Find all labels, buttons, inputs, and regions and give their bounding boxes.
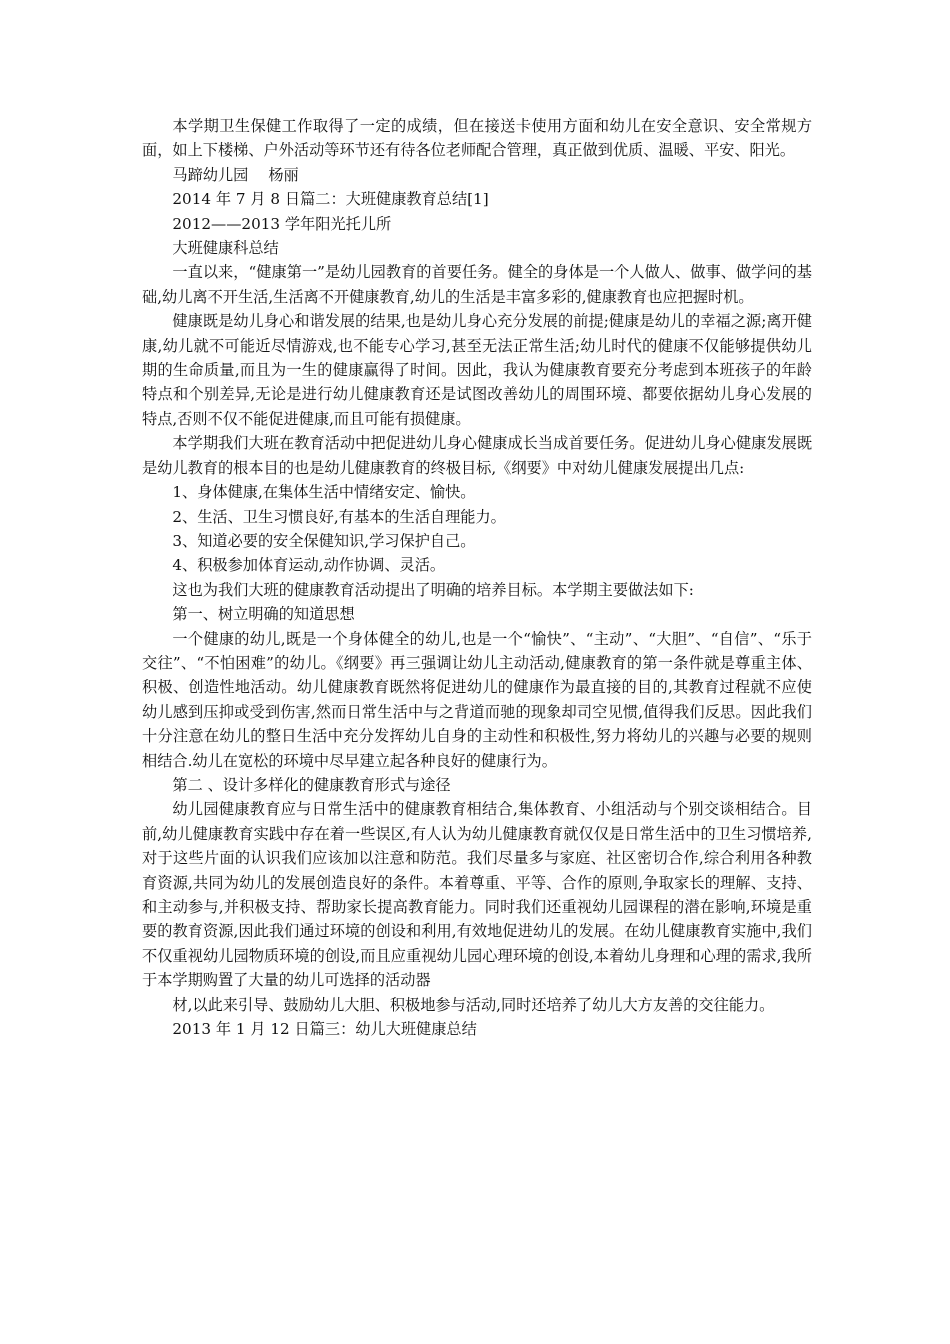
paragraph-semester-task: 本学期我们大班在教育活动中把促进幼儿身心健康成长当成首要任务。促进幼儿身心健康发展既是幼儿教育的根本目的也是幼儿健康教育的终极目标,《纲要》中对幼儿健康发展提出几点: [142,434,812,477]
document-body [142,114,812,1041]
summary-title: 大班健康科总结 [172,239,279,258]
list-item-2: 2、生活、卫生习惯良好,有基本的生活自理能力。 [172,507,506,526]
paragraph-health-development: 健康既是幼儿身心和谐发展的结果,也是幼儿身心充分发展的前提;健康是幼儿的幸福之源;离开健康,幼儿就不可能近尽情游戏,也不能专心学习,甚至无法正常生活;幼儿时代的健康不仅能够提供幼儿期的生命质量,而且为一生的健康赢得了时间。因此，我认为健康教育要充分考虑到本班孩子的年龄特点和个别差异,无论是进行幼儿健康教育还是试图改善幼儿的周围环境、都要依据幼儿身心发展的特点,否则不仅不能促进健康,而且可能有损健康。 [142,312,812,428]
author-signature: 马蹄幼儿园 杨丽 [172,165,299,184]
paragraph-activity-materials: 材,以此来引导、鼓励幼儿大胆、积极地参与活动,同时还培养了幼儿大方友善的交往能力。 [172,995,775,1014]
school-year-heading: 2012——2013 学年阳光托儿所 [172,214,392,233]
paragraph-health-first: 一直以来，“健康第一”是幼儿园教育的首要任务。健全的身体是一个人做人、做事、做学问的基础,幼儿离不开生活,生活离不开健康教育,幼儿的生活是丰富多彩的,健康教育也应把握时机。 [142,263,812,306]
list-item-1: 1、身体健康,在集体生活中情绪安定、愉快。 [172,483,476,502]
section-date-heading: 2014 年 7 月 8 日篇二：大班健康教育总结[1] [172,190,489,209]
paragraph-healthy-child: 一个健康的幼儿,既是一个身体健全的幼儿,也是一个“愉快”、“主动”、“大胆”、“自信”、“乐于交往”、“不怕困难”的幼儿。《纲要》再三强调让幼儿主动活动,健康教育的第一条件就是尊重主体、积极、创造性地活动。幼儿健康教育既然将促进幼儿的健康作为最直接的目的,其教育过程就不应使幼儿感到压抑或受到伤害,然而日常生活中与之背道而驰的现象却司空见惯,值得我们反思。因此我们十分注意在幼儿的整日生活中充分发挥幼儿自身的主动性和积极性,努力将幼儿的兴趣与必要的规则相结合.幼儿在宽松的环境中尽早建立起各种良好的健康行为。 [142,629,812,770]
list-item-3: 3、知道必要的安全保健知识,学习保护自己。 [172,531,476,550]
paragraph-goals: 这也为我们大班的健康教育活动提出了明确的培养目标。本学期主要做法如下: [172,580,694,599]
section-heading-second: 第二 、设计多样化的健康教育形式与途径 [172,775,451,794]
section-heading-first: 第一、树立明确的知道思想 [172,605,355,624]
paragraph-safety-summary: 本学期卫生保健工作取得了一定的成绩，但在接送卡使用方面和幼儿在安全意识、安全常规方面，如上下楼梯、户外活动等环节还有待各位老师配合管理，真正做到优质、温暖、平安、阳光。 [142,117,812,160]
list-item-4: 4、积极参加体育运动,动作协调、灵活。 [172,556,446,575]
section-date-heading-3: 2013 年 1 月 12 日篇三：幼儿大班健康总结 [172,1020,477,1039]
paragraph-education-forms: 幼儿园健康教育应与日常生活中的健康教育相结合,集体教育、小组活动与个别交谈相结合。目前,幼儿健康教育实践中存在着一些误区,有人认为幼儿健康教育就仅仅是日常生活中的卫生习惯培养,对于这些片面的认识我们应该加以注意和防范。我们尽量多与家庭、社区密切合作,综合利用各种教育资源,共同为幼儿的发展创造良好的条件。本着尊重、平等、合作的原则,争取家长的理解、支持、和主动参与,并积极支持、帮助家长提高教育能力。同时我们还重视幼儿园课程的潜在影响,环境是重要的教育资源,因此我们通过环境的创设和利用,有效地促进幼儿的发展。在幼儿健康教育实施中,我们不仅重视幼儿园物质环境的创设,而且应重视幼儿园心理环境的创设,本着幼儿身理和心理的需求,我所于本学期购置了大量的幼儿可选择的活动器 [142,800,812,990]
